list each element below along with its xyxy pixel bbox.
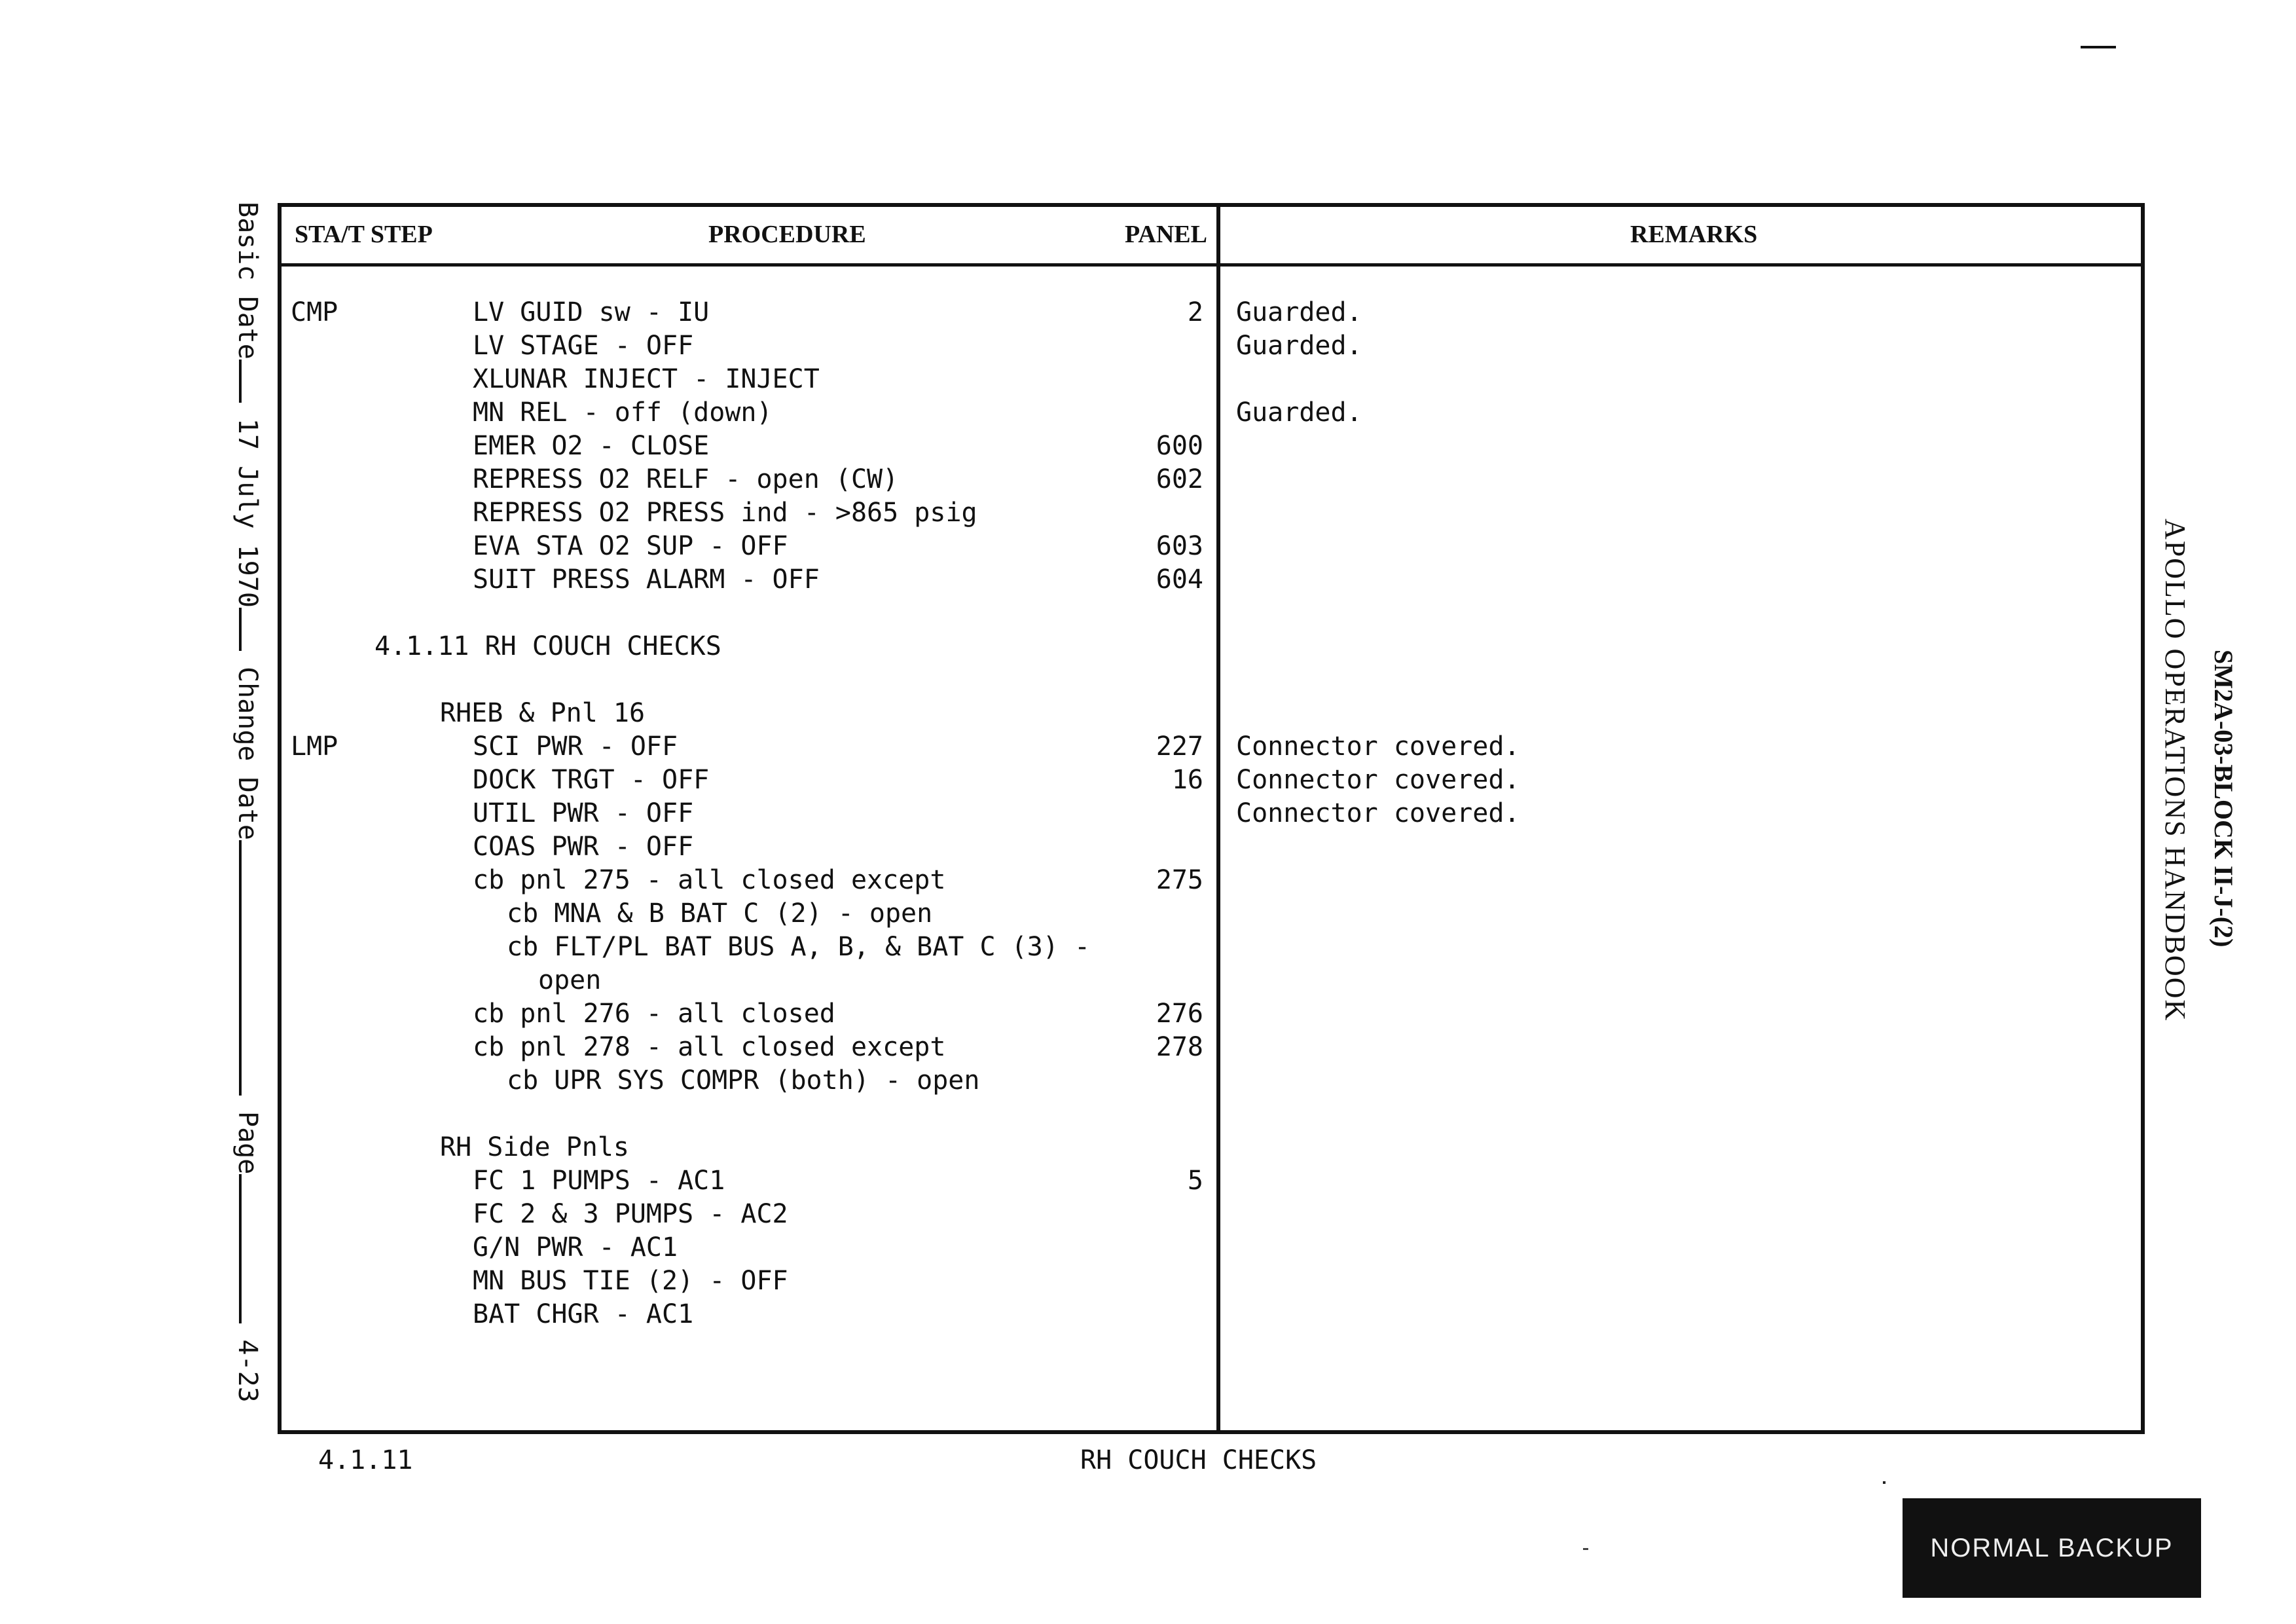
footer-section-number: 4.1.11 (318, 1445, 413, 1475)
page-number: 4-23 (232, 1339, 263, 1403)
procedure-cell: LV STAGE - OFF (473, 331, 694, 361)
procedure-cell: FC 1 PUMPS - AC1 (473, 1166, 725, 1196)
panel-cell: 2 (1187, 297, 1203, 327)
panel-cell: 604 (1156, 564, 1203, 595)
procedure-continuation: open (538, 965, 602, 995)
panel-cell: 16 (1171, 765, 1203, 795)
header-panel: PANEL (1125, 221, 1207, 248)
procedure-cell: DOCK TRGT - OFF (473, 765, 710, 795)
normal-backup-badge (1903, 1498, 2201, 1598)
procedure-subitem: cb FLT/PL BAT BUS A, B, & BAT C (3) - (507, 932, 1091, 962)
left-margin (234, 202, 261, 1403)
procedure-cell: UTIL PWR - OFF (473, 798, 694, 828)
group-heading: RH Side Pnls (440, 1132, 629, 1162)
remark-cell: Connector covered. (1236, 798, 1520, 828)
procedure-cell: FC 2 & 3 PUMPS - AC2 (473, 1199, 788, 1229)
sta-cell: CMP (291, 297, 338, 327)
sta-cell: LMP (291, 731, 338, 762)
procedure-cell: LV GUID sw - IU (473, 297, 710, 327)
panel-cell: 227 (1156, 731, 1203, 762)
handbook-title: APOLLO OPERATIONS HANDBOOK (2159, 519, 2191, 1022)
panel-cell: 275 (1156, 865, 1203, 895)
procedure-cell: EMER O2 - CLOSE (473, 431, 710, 461)
procedure-cell: MN BUS TIE (2) - OFF (473, 1266, 788, 1296)
panel-cell: 5 (1187, 1166, 1203, 1196)
rule (239, 360, 242, 403)
header-sta-step: STA/T STEP (295, 221, 433, 248)
procedure-subitem: cb MNA & B BAT C (2) - open (507, 898, 933, 929)
procedure-cell: EVA STA O2 SUP - OFF (473, 531, 788, 561)
footer-section-title: RH COUCH CHECKS (1080, 1445, 1317, 1475)
procedure-cell: SUIT PRESS ALARM - OFF (473, 564, 820, 595)
remark-cell: Connector covered. (1236, 765, 1520, 795)
rule (239, 840, 242, 1096)
procedure-cell: REPRESS O2 PRESS ind - >865 psig (473, 498, 977, 528)
column-divider (1216, 203, 1220, 1434)
change-date-label: Change Date (232, 667, 263, 840)
procedure-cell: cb pnl 275 - all closed except (473, 865, 946, 895)
basic-date-label: Basic Date (232, 202, 263, 360)
header-remarks: REMARKS (1630, 221, 1758, 248)
top-dash-mark (2081, 46, 2116, 48)
rule (239, 608, 242, 651)
remark-cell: Guarded. (1236, 397, 1362, 428)
procedure-cell: cb pnl 278 - all closed except (473, 1032, 946, 1062)
section-heading: 4.1.11 RH COUCH CHECKS (374, 631, 721, 661)
page-label: Page (232, 1111, 263, 1175)
procedure-cell: COAS PWR - OFF (473, 832, 694, 862)
procedure-cell: XLUNAR INJECT - INJECT (473, 364, 820, 394)
document-id: SM2A-03-BLOCK II-J-(2) (2209, 650, 2238, 948)
header-procedure: PROCEDURE (708, 221, 866, 248)
badge-label: NORMAL BACKUP (1930, 1533, 2174, 1562)
speck (1883, 1481, 1886, 1484)
procedure-cell: MN REL - off (down) (473, 397, 773, 428)
panel-cell: 602 (1156, 464, 1203, 494)
procedure-cell: cb pnl 276 - all closed (473, 999, 835, 1029)
remark-cell: Guarded. (1236, 297, 1362, 327)
remark-cell: Connector covered. (1236, 731, 1520, 762)
panel-cell: 603 (1156, 531, 1203, 561)
rule (239, 1174, 242, 1323)
header-divider (278, 263, 2145, 267)
procedure-cell: G/N PWR - AC1 (473, 1232, 678, 1263)
panel-cell: 276 (1156, 999, 1203, 1029)
procedure-subitem: cb UPR SYS COMPR (both) - open (507, 1065, 980, 1096)
panel-cell: 600 (1156, 431, 1203, 461)
basic-date-value: 17 July 1970 (232, 418, 263, 608)
group-heading: RHEB & Pnl 16 (440, 698, 646, 728)
speck (1583, 1548, 1588, 1550)
panel-cell: 278 (1156, 1032, 1203, 1062)
procedure-cell: BAT CHGR - AC1 (473, 1299, 694, 1329)
procedure-cell: SCI PWR - OFF (473, 731, 678, 762)
remark-cell: Guarded. (1236, 331, 1362, 361)
procedure-cell: REPRESS O2 RELF - open (CW) (473, 464, 899, 494)
